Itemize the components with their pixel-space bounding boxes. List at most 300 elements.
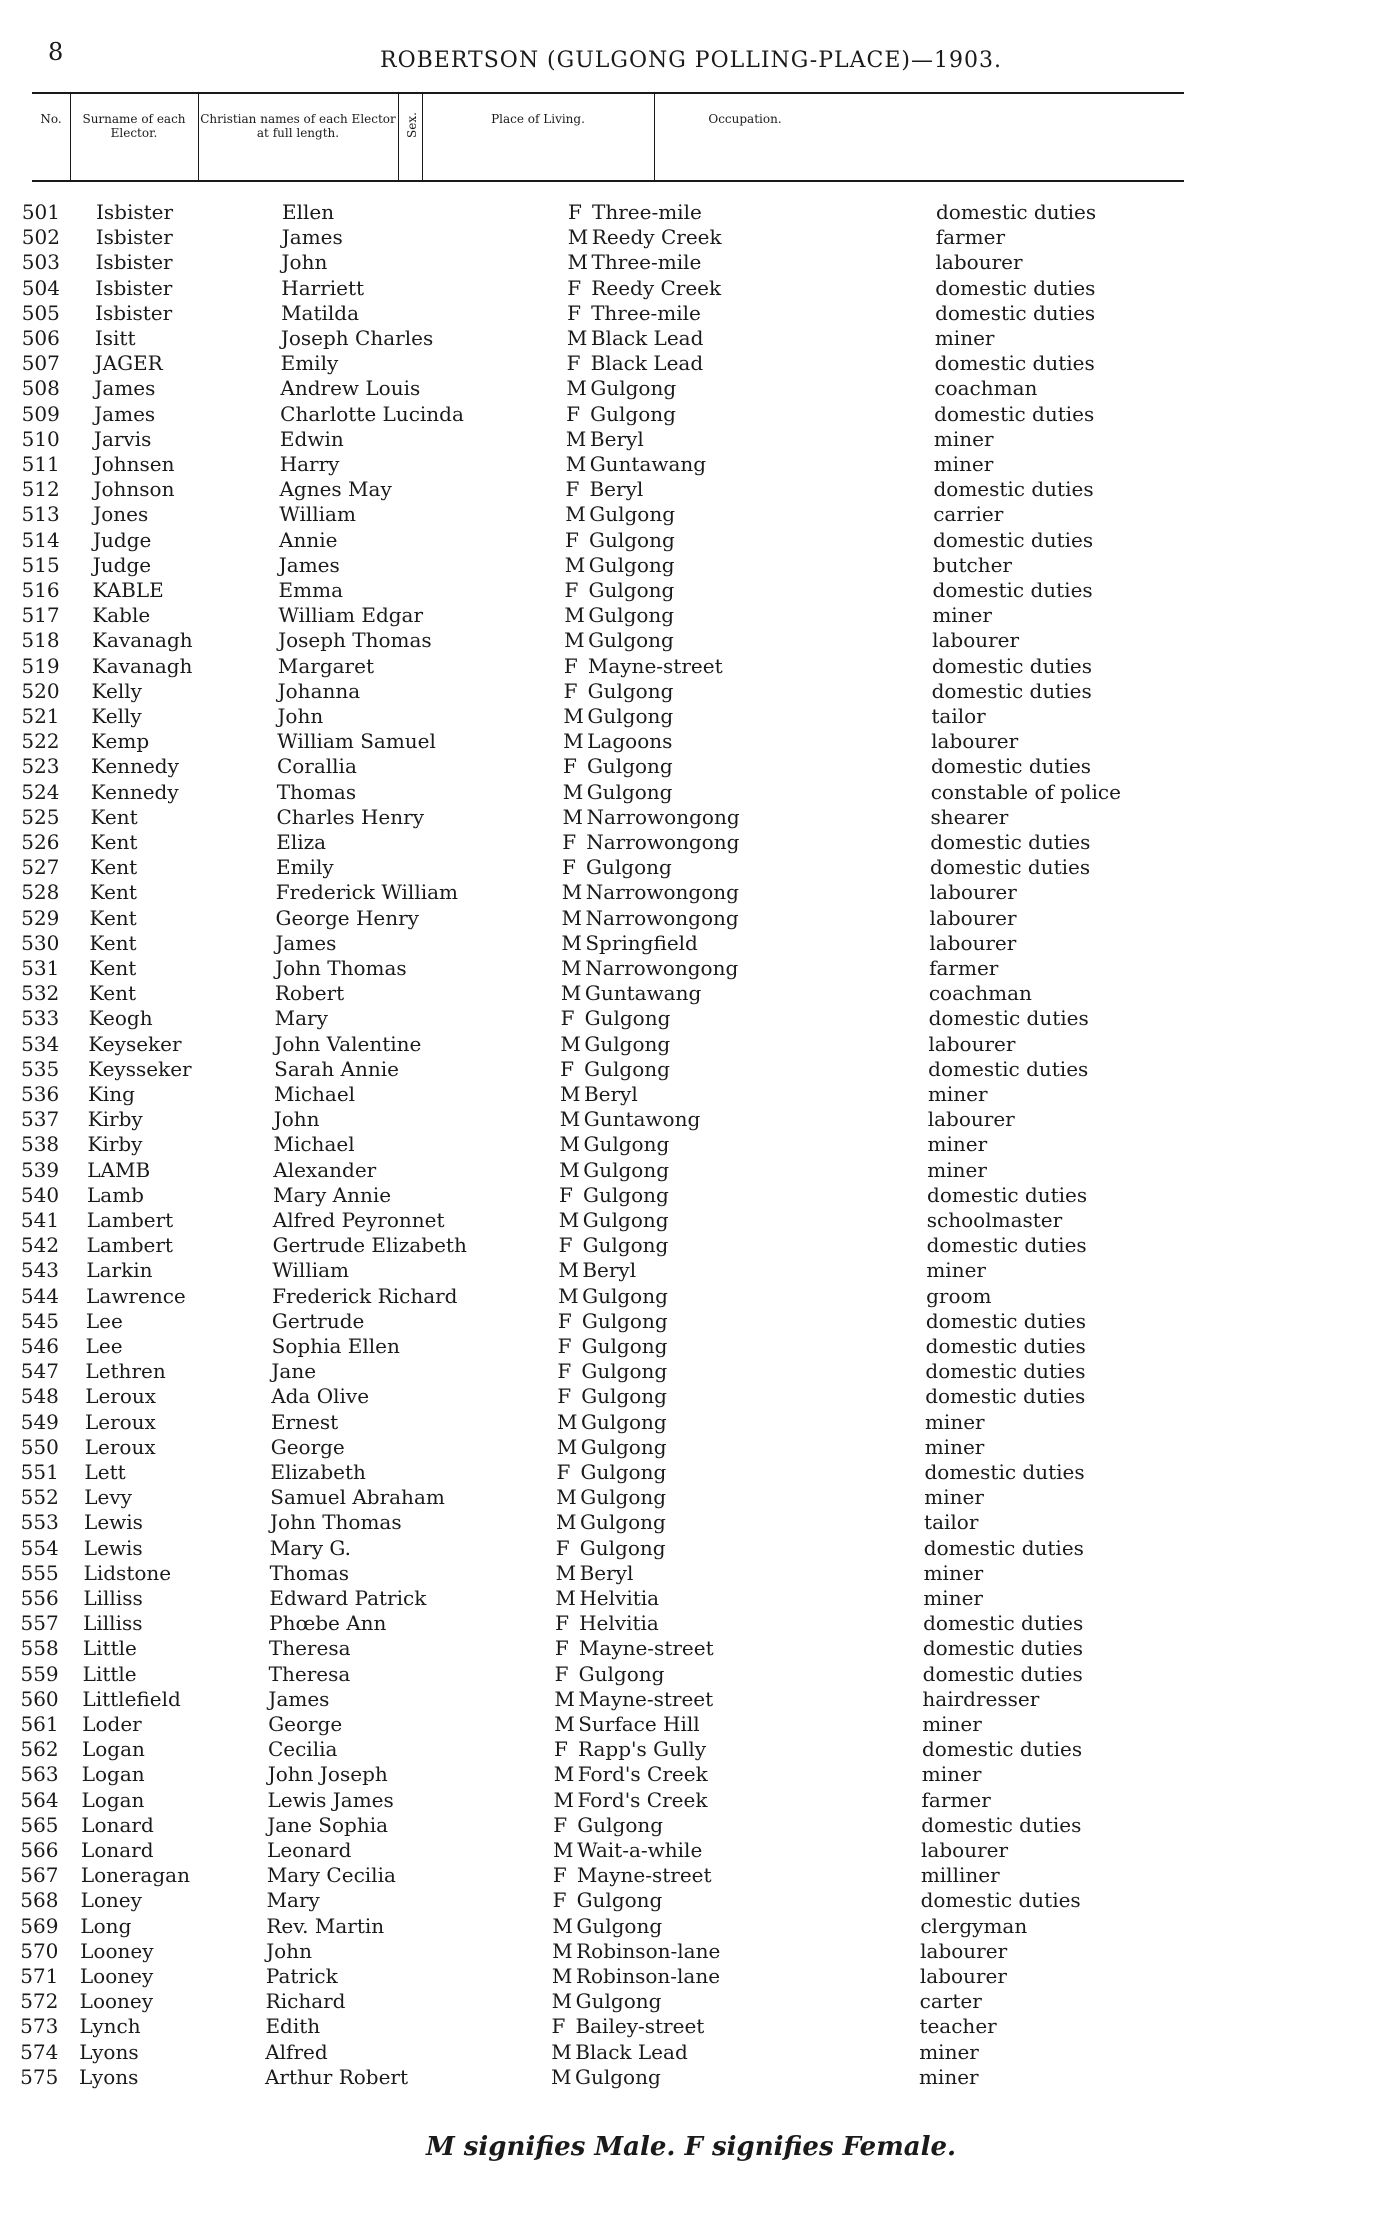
cell-surname: Kent xyxy=(89,880,137,905)
cell-surname: Kelly xyxy=(91,704,142,728)
cell-place: Narrowongong xyxy=(585,956,739,980)
cell-no: 531 xyxy=(21,956,60,980)
cell-occupation: farmer xyxy=(929,956,999,980)
cell-sex: F xyxy=(565,477,580,502)
cell-christian: Eliza xyxy=(276,830,327,854)
table-row xyxy=(0,200,1382,225)
cell-occupation: domestic duties xyxy=(925,1384,1086,1409)
cell-occupation: domestic duties xyxy=(928,1056,1089,1081)
cell-sex: F xyxy=(562,830,577,854)
cell-surname: Lyons xyxy=(78,2064,139,2089)
cell-surname: Logan xyxy=(81,1737,145,1762)
cell-christian: Emma xyxy=(278,578,343,602)
cell-occupation: domestic duties xyxy=(925,1359,1086,1384)
cell-sex: M xyxy=(559,1082,581,1106)
table-row xyxy=(0,1309,1382,1334)
cell-surname: Lewis xyxy=(84,1510,143,1535)
cell-place: Gulgong xyxy=(579,1535,666,1560)
cell-place: Narrowongong xyxy=(586,804,740,829)
cell-sex: M xyxy=(561,905,583,930)
cell-no: 546 xyxy=(20,1334,59,1358)
cell-christian: Cecilia xyxy=(267,1737,338,1762)
table-row xyxy=(0,956,1382,981)
cell-sex: M xyxy=(559,1157,580,1182)
table-row xyxy=(0,1586,1382,1611)
cell-no: 510 xyxy=(21,426,60,451)
cell-surname: Jarvis xyxy=(93,426,152,451)
cell-christian: Sophia Ellen xyxy=(271,1334,400,1358)
cell-surname: Littlefield xyxy=(82,1686,181,1711)
cell-place: Gulgong xyxy=(576,1913,663,1938)
cell-surname: Isbister xyxy=(96,200,174,224)
cell-occupation: miner xyxy=(933,426,994,451)
cell-sex: M xyxy=(558,1258,579,1283)
cell-sex: M xyxy=(567,225,589,250)
cell-christian: Joseph Thomas xyxy=(278,628,432,653)
cell-place: Gulgong xyxy=(588,552,675,577)
cell-occupation: domestic duties xyxy=(934,401,1095,426)
cell-no: 574 xyxy=(20,2039,59,2064)
cell-place: Gulgong xyxy=(582,1233,669,1258)
cell-christian: William Edgar xyxy=(278,603,424,628)
cell-surname: LAMB xyxy=(87,1157,151,1182)
table-row xyxy=(0,1838,1382,1863)
cell-sex: F xyxy=(553,1812,568,1837)
cell-occupation: labourer xyxy=(931,729,1019,754)
table-row xyxy=(0,1914,1382,1939)
cell-place: Gulgong xyxy=(583,1132,670,1157)
cell-surname: Levy xyxy=(84,1485,132,1510)
cell-place: Ford's Creek xyxy=(577,1787,708,1812)
cell-place: Gulgong xyxy=(588,578,675,602)
cell-sex: F xyxy=(557,1308,572,1333)
cell-place: Gulgong xyxy=(587,704,674,728)
cell-no: 516 xyxy=(21,578,60,602)
cell-occupation: miner xyxy=(933,452,994,476)
cell-place: Mayne-street xyxy=(576,1863,712,1888)
cell-surname: Larkin xyxy=(86,1258,153,1283)
table-row xyxy=(0,1359,1382,1384)
cell-occupation: miner xyxy=(921,1762,982,1787)
cell-christian: Margaret xyxy=(277,653,374,678)
cell-place: Gulgong xyxy=(581,1334,668,1358)
cell-occupation: hairdresser xyxy=(922,1686,1040,1711)
cell-place: Beryl xyxy=(583,1082,638,1106)
cell-occupation: domestic duties xyxy=(933,477,1094,502)
cell-no: 517 xyxy=(21,603,60,628)
cell-sex: M xyxy=(564,603,585,628)
cell-occupation: labourer xyxy=(929,905,1017,930)
cell-place: Gulgong xyxy=(576,1888,663,1913)
cell-no: 562 xyxy=(20,1737,59,1762)
cell-surname: Looney xyxy=(79,1964,154,1988)
cell-surname: Lonard xyxy=(81,1812,154,1837)
cell-place: Gulgong xyxy=(581,1308,668,1333)
cell-place: Gulgong xyxy=(575,1989,662,2014)
table-row xyxy=(0,981,1382,1006)
cell-occupation: domestic duties xyxy=(931,678,1092,703)
cell-surname: Leroux xyxy=(84,1434,156,1459)
table-row xyxy=(0,830,1382,855)
cell-sex: M xyxy=(552,1913,573,1938)
cell-surname: Keyseker xyxy=(88,1031,182,1056)
cell-sex: F xyxy=(562,754,577,779)
cell-place: Reedy Creek xyxy=(591,275,722,300)
cell-christian: James xyxy=(275,930,337,955)
cell-place: Narrowongong xyxy=(585,880,739,905)
cell-sex: F xyxy=(563,678,578,703)
cell-place: Gulgong xyxy=(586,779,673,804)
cell-no: 508 xyxy=(21,376,60,401)
cell-christian: Gertrude xyxy=(271,1308,365,1333)
cell-no: 573 xyxy=(20,2014,59,2039)
cell-christian: Harriett xyxy=(281,275,365,300)
table-row xyxy=(0,502,1382,527)
cell-christian: Mary Cecilia xyxy=(266,1863,396,1888)
cell-no: 544 xyxy=(20,1283,60,1308)
cell-surname: Isbister xyxy=(95,250,173,275)
cell-occupation: miner xyxy=(934,326,995,350)
table-row xyxy=(0,2040,1382,2065)
cell-surname: Isitt xyxy=(94,326,136,350)
cell-occupation: domestic duties xyxy=(927,1182,1088,1207)
cell-no: 522 xyxy=(21,729,60,754)
page-number: 8 xyxy=(48,38,64,66)
cell-place: Wait-a-while xyxy=(577,1838,703,1862)
cell-place: Gulgong xyxy=(581,1384,667,1409)
cell-sex: F xyxy=(558,1233,573,1258)
cell-christian: Frederick Richard xyxy=(272,1283,458,1308)
cell-surname: Logan xyxy=(81,1787,145,1812)
cell-sex: M xyxy=(551,2039,572,2064)
table-row xyxy=(0,855,1382,880)
cell-no: 549 xyxy=(20,1409,59,1434)
cell-sex: F xyxy=(566,351,581,376)
cell-occupation: domestic duties xyxy=(936,200,1097,224)
cell-surname: Keysseker xyxy=(88,1056,192,1081)
cell-place: Robinson-lane xyxy=(575,1964,721,1988)
cell-sex: F xyxy=(552,1888,567,1913)
cell-no: 526 xyxy=(21,830,60,854)
cell-no: 509 xyxy=(21,401,60,426)
cell-surname: Lett xyxy=(84,1460,126,1484)
cell-no: 521 xyxy=(21,704,60,728)
cell-surname: Isbister xyxy=(95,275,173,300)
cell-surname: Lee xyxy=(85,1334,123,1358)
table-row xyxy=(0,1536,1382,1561)
cell-no: 557 xyxy=(20,1611,59,1636)
cell-sex: F xyxy=(566,401,581,426)
cell-occupation: domestic duties xyxy=(932,578,1093,602)
cell-surname: Lilliss xyxy=(83,1611,143,1636)
cell-place: Gulgong xyxy=(580,1434,667,1459)
cell-sex: M xyxy=(553,1762,575,1787)
cell-christian: Patrick xyxy=(265,1964,338,1988)
table-row xyxy=(0,1510,1382,1535)
cell-place: Narrowongong xyxy=(585,905,739,930)
cell-place: Beryl xyxy=(579,1560,634,1585)
cell-sex: M xyxy=(560,981,582,1006)
cell-sex: F xyxy=(554,1661,569,1686)
cell-christian: Thomas xyxy=(276,779,357,804)
cell-no: 569 xyxy=(20,1913,59,1938)
cell-occupation: domestic duties xyxy=(933,527,1094,552)
cell-no: 520 xyxy=(21,678,60,703)
cell-sex: M xyxy=(556,1409,578,1434)
cell-no: 568 xyxy=(20,1888,59,1913)
cell-christian: John xyxy=(273,1107,320,1132)
table-row xyxy=(0,1183,1382,1208)
cell-surname: Kavanagh xyxy=(92,628,193,653)
cell-no: 535 xyxy=(21,1056,60,1081)
cell-christian: John Thomas xyxy=(270,1510,402,1535)
cell-sex: M xyxy=(550,2064,572,2089)
cell-no: 541 xyxy=(20,1208,60,1232)
header-place: Place of Living. xyxy=(491,112,585,126)
cell-occupation: domestic duties xyxy=(935,275,1096,300)
table-row xyxy=(0,1132,1382,1157)
cell-no: 525 xyxy=(21,804,60,829)
cell-surname: Johnson xyxy=(93,477,175,502)
cell-occupation: labourer xyxy=(921,1838,1009,1862)
cell-christian: Mary xyxy=(274,1006,328,1031)
cell-christian: Mary G. xyxy=(269,1535,352,1560)
cell-place: Surface Hill xyxy=(578,1712,700,1736)
table-row xyxy=(0,1057,1382,1082)
cell-christian: Edwin xyxy=(279,426,344,451)
cell-christian: Charlotte Lucinda xyxy=(280,401,464,426)
cell-surname: Kirby xyxy=(87,1132,143,1157)
cell-place: Gulgong xyxy=(588,628,674,653)
cell-christian: Phœbe Ann xyxy=(269,1611,387,1636)
cell-sex: F xyxy=(555,1535,570,1560)
table-row xyxy=(0,301,1382,326)
cell-sex: M xyxy=(564,628,585,653)
cell-occupation: coachman xyxy=(928,981,1032,1006)
cell-surname: JAGER xyxy=(94,351,163,376)
cell-occupation: labourer xyxy=(932,628,1020,653)
cell-no: 534 xyxy=(21,1031,60,1056)
cell-occupation: labourer xyxy=(920,1938,1008,1963)
cell-no: 542 xyxy=(20,1233,60,1258)
cell-sex: M xyxy=(553,1838,574,1862)
cell-christian: Thomas xyxy=(269,1560,349,1585)
cell-sex: M xyxy=(551,1989,573,2014)
cell-occupation: clergyman xyxy=(920,1913,1028,1938)
header-surname: Surname of each Elector. xyxy=(82,112,186,140)
cell-no: 560 xyxy=(20,1686,59,1711)
cell-no: 555 xyxy=(20,1560,59,1585)
cell-sex: M xyxy=(554,1686,575,1711)
cell-surname: Lewis xyxy=(83,1535,143,1560)
cell-place: Gulgong xyxy=(580,1460,667,1484)
cell-no: 524 xyxy=(21,779,60,804)
table-row xyxy=(0,1964,1382,1989)
table-row xyxy=(0,1460,1382,1485)
cell-christian: Arthur Robert xyxy=(264,2064,409,2089)
cell-no: 559 xyxy=(20,1661,59,1686)
cell-christian: Michael xyxy=(273,1132,355,1157)
cell-no: 548 xyxy=(20,1384,59,1409)
table-row xyxy=(0,1788,1382,1813)
cell-sex: F xyxy=(552,1863,567,1888)
cell-place: Gulgong xyxy=(580,1510,666,1535)
cell-christian: Agnes May xyxy=(279,477,392,502)
cell-no: 558 xyxy=(20,1636,59,1661)
cell-christian: John Joseph xyxy=(267,1762,388,1787)
table-row xyxy=(0,1939,1382,1964)
cell-no: 502 xyxy=(21,225,60,250)
cell-no: 547 xyxy=(20,1359,59,1384)
cell-no: 519 xyxy=(21,653,60,678)
cell-sex: M xyxy=(553,1787,574,1812)
table-row xyxy=(0,1737,1382,1762)
cell-place: Mayne-street xyxy=(587,653,723,678)
table-row xyxy=(0,1888,1382,1913)
cell-surname: King xyxy=(87,1082,135,1106)
cell-place: Gulgong xyxy=(580,1409,667,1434)
cell-no: 523 xyxy=(21,754,60,779)
cell-christian: Joseph Charles xyxy=(280,326,434,350)
cell-no: 567 xyxy=(20,1863,59,1888)
cell-occupation: miner xyxy=(927,1132,988,1157)
cell-occupation: domestic duties xyxy=(924,1460,1085,1484)
table-header xyxy=(32,92,1184,182)
cell-surname: Kent xyxy=(89,905,137,930)
cell-surname: Long xyxy=(80,1913,132,1938)
cell-surname: Kennedy xyxy=(90,779,179,804)
cell-place: Reedy Creek xyxy=(591,225,722,250)
cell-surname: Logan xyxy=(81,1762,145,1787)
table-row xyxy=(0,780,1382,805)
cell-place: Gulgong xyxy=(584,1056,670,1081)
cell-no: 564 xyxy=(20,1787,59,1812)
table-row xyxy=(0,578,1382,603)
table-row xyxy=(0,1032,1382,1057)
table-row xyxy=(0,276,1382,301)
cell-occupation: schoolmaster xyxy=(926,1208,1063,1232)
cell-surname: James xyxy=(94,401,156,426)
cell-occupation: miner xyxy=(924,1434,985,1459)
cell-christian: John xyxy=(266,1938,312,1963)
cell-christian: George xyxy=(270,1434,345,1459)
cell-sex: M xyxy=(558,1283,579,1308)
cell-occupation: domestic duties xyxy=(926,1233,1087,1258)
cell-sex: M xyxy=(562,804,583,829)
cell-occupation: domestic duties xyxy=(921,1812,1082,1837)
cell-christian: William Samuel xyxy=(277,729,436,754)
cell-sex: M xyxy=(555,1586,576,1610)
cell-sex: M xyxy=(565,426,587,451)
table-row xyxy=(0,880,1382,905)
cell-sex: F xyxy=(560,1056,575,1081)
cell-christian: Jane Sophia xyxy=(267,1812,389,1837)
cell-no: 512 xyxy=(21,477,60,502)
cell-christian: Richard xyxy=(265,1989,346,2014)
cell-sex: F xyxy=(565,527,579,552)
cell-no: 570 xyxy=(20,1938,59,1963)
cell-place: Gulgong xyxy=(588,603,675,628)
cell-place: Gulgong xyxy=(589,527,675,552)
cell-christian: Charles Henry xyxy=(276,804,425,829)
header-sex-label: Sex. xyxy=(404,112,419,138)
cell-place: Gulgong xyxy=(590,401,676,426)
cell-christian: Edward Patrick xyxy=(269,1586,427,1610)
cell-sex: M xyxy=(555,1560,577,1585)
cell-place: Narrowongong xyxy=(586,830,740,854)
cell-occupation: domestic duties xyxy=(935,300,1096,325)
cell-sex: F xyxy=(554,1636,569,1661)
table-row xyxy=(0,452,1382,477)
cell-place: Beryl xyxy=(589,426,644,451)
table-row xyxy=(0,553,1382,578)
table-row xyxy=(0,1107,1382,1132)
cell-sex: F xyxy=(557,1384,572,1409)
cell-no: 553 xyxy=(20,1510,59,1535)
cell-surname: Lambert xyxy=(86,1208,174,1232)
cell-sex: M xyxy=(556,1510,577,1535)
cell-sex: F xyxy=(559,1182,573,1207)
cell-no: 506 xyxy=(21,326,60,350)
cell-sex: F xyxy=(553,1737,568,1762)
cell-christian: James xyxy=(268,1686,330,1711)
cell-place: Springfield xyxy=(585,930,698,955)
table-row xyxy=(0,805,1382,830)
cell-no: 538 xyxy=(20,1132,60,1157)
cell-surname: Kirby xyxy=(87,1107,143,1132)
cell-no: 571 xyxy=(20,1964,59,1988)
table-row xyxy=(0,1284,1382,1309)
table-row xyxy=(0,2065,1382,2090)
cell-occupation: domestic duties xyxy=(922,1661,1083,1686)
cell-occupation: labourer xyxy=(929,930,1017,955)
table-row xyxy=(0,326,1382,351)
cell-occupation: labourer xyxy=(935,250,1023,275)
cell-christian: Harry xyxy=(279,452,340,476)
table-row xyxy=(0,1158,1382,1183)
cell-surname: Lee xyxy=(85,1308,123,1333)
cell-christian: Sarah Annie xyxy=(274,1056,399,1081)
table-row xyxy=(0,931,1382,956)
cell-occupation: domestic duties xyxy=(928,1006,1089,1031)
cell-surname: James xyxy=(94,376,156,401)
cell-christian: John Thomas xyxy=(275,956,407,980)
cell-surname: Loder xyxy=(82,1712,142,1736)
cell-surname: Loney xyxy=(80,1888,142,1913)
footer-note: M signifies Male. F signifies Female. xyxy=(425,2132,957,2162)
cell-sex: F xyxy=(556,1460,571,1484)
cell-surname: Kemp xyxy=(91,729,150,754)
cell-surname: Lonard xyxy=(81,1838,154,1862)
cell-no: 554 xyxy=(20,1535,59,1560)
cell-place: Gulgong xyxy=(584,1031,671,1056)
table-row xyxy=(0,1662,1382,1687)
cell-sex: M xyxy=(566,326,588,350)
cell-christian: John xyxy=(281,250,328,275)
cell-sex: M xyxy=(556,1485,577,1510)
cell-christian: Corallia xyxy=(276,754,357,779)
cell-occupation: farmer xyxy=(921,1787,991,1812)
table-row xyxy=(0,1636,1382,1661)
cell-christian: William xyxy=(279,502,356,527)
table-row xyxy=(0,704,1382,729)
cell-christian: Lewis James xyxy=(267,1787,394,1812)
cell-no: 527 xyxy=(21,855,60,880)
table-row xyxy=(0,729,1382,754)
cell-sex: M xyxy=(565,452,587,476)
cell-christian: Andrew Louis xyxy=(280,376,421,401)
table-row xyxy=(0,628,1382,653)
